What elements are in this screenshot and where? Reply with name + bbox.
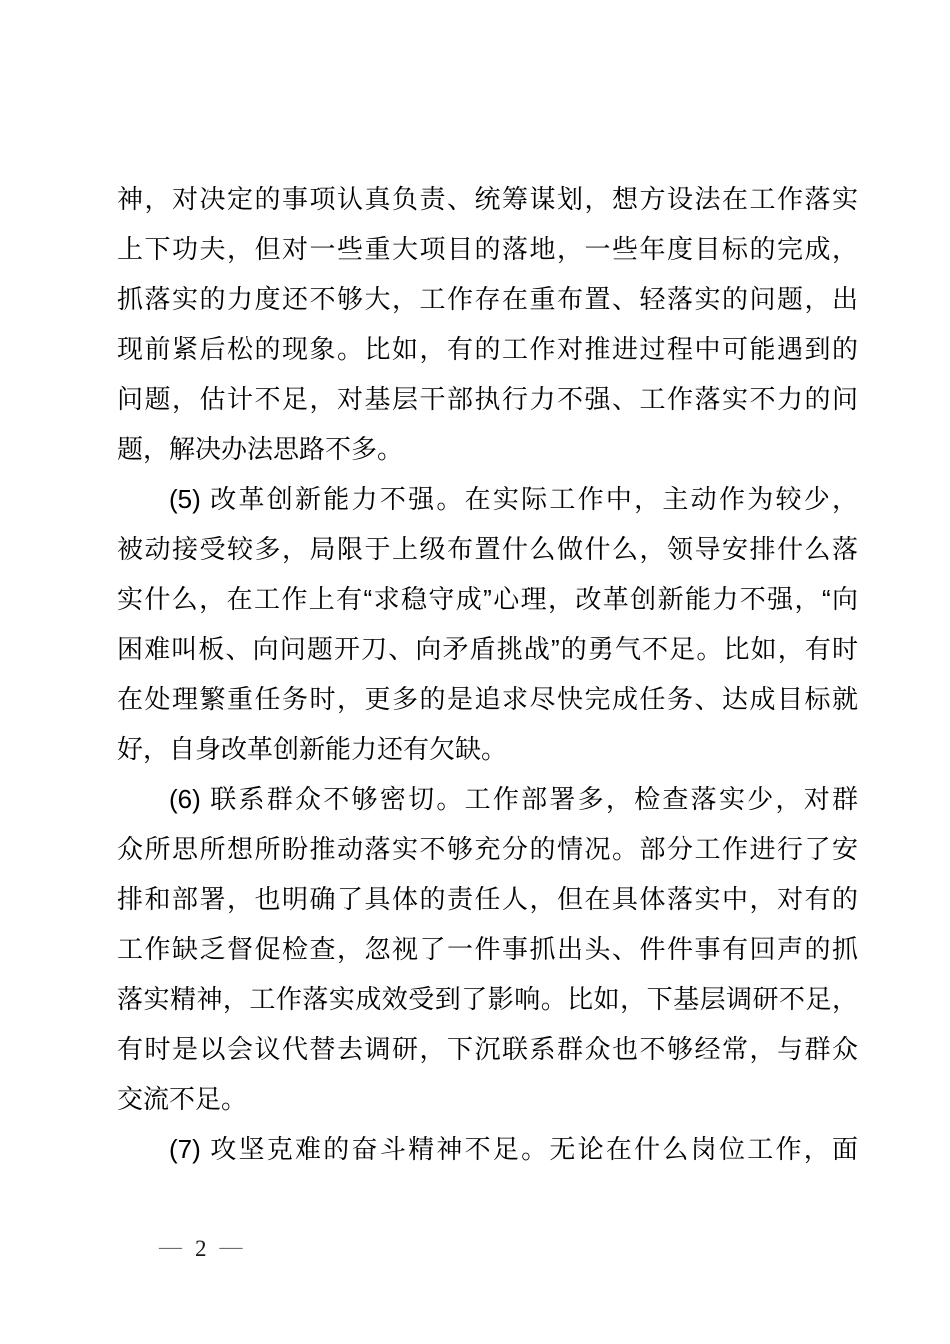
paragraph-5-start-line: (5) 改革创新能力不强。在实际工作中，主动作为较少， (169, 484, 858, 514)
footer-dash-left: — (159, 1233, 182, 1259)
text-line: 问题，估计不足，对基层干部执行力不强、工作落实不力的问 (117, 384, 858, 414)
text-line: 题，解决办法思路不多。 (117, 434, 404, 464)
text-line: 交流不足。 (117, 1084, 248, 1114)
document-body (117, 174, 858, 1174)
text-line: 好，自身改革创新能力还有欠缺。 (117, 734, 508, 764)
text-line: 困难叫板、向问题开刀、向矛盾挑战”的勇气不足。比如，有时 (117, 634, 858, 664)
text-line: 排和部署，也明确了具体的责任人，但在具体落实中，对有的 (117, 884, 858, 914)
page-number: 2 (195, 1235, 207, 1261)
paragraph-7-start-line: (7) 攻坚克难的奋斗精神不足。无论在什么岗位工作，面 (169, 1134, 858, 1164)
text-line: 被动接受较多，局限于上级布置什么做什么，领导安排什么落 (117, 534, 858, 564)
paragraph-6-start-line: (6) 联系群众不够密切。工作部署多，检查落实少，对群 (169, 784, 858, 814)
text-line: 落实精神，工作落实成效受到了影响。比如，下基层调研不足， (117, 984, 858, 1014)
text-line: 在处理繁重任务时，更多的是追求尽快完成任务、达成目标就 (117, 684, 858, 714)
page-number-footer (159, 1233, 243, 1263)
text-line: 现前紧后松的现象。比如，有的工作对推进过程中可能遇到的 (117, 334, 858, 364)
footer-dash-right: — (219, 1233, 243, 1259)
text-line: 上下功夫，但对一些重大项目的落地，一些年度目标的完成， (117, 234, 858, 264)
text-line: 众所思所想所盼推动落实不够充分的情况。部分工作进行了安 (117, 834, 858, 864)
text-line: 神，对决定的事项认真负责、统筹谋划，想方设法在工作落实 (117, 184, 858, 214)
text-line: 抓落实的力度还不够大，工作存在重布置、轻落实的问题，出 (117, 284, 858, 314)
text-line: 实什么，在工作上有“求稳守成”心理，改革创新能力不强，“向 (117, 584, 858, 614)
text-line: 有时是以会议代替去调研，下沉联系群众也不够经常，与群众 (117, 1034, 858, 1064)
text-line: 工作缺乏督促检查，忽视了一件事抓出头、件件事有回声的抓 (117, 934, 858, 964)
